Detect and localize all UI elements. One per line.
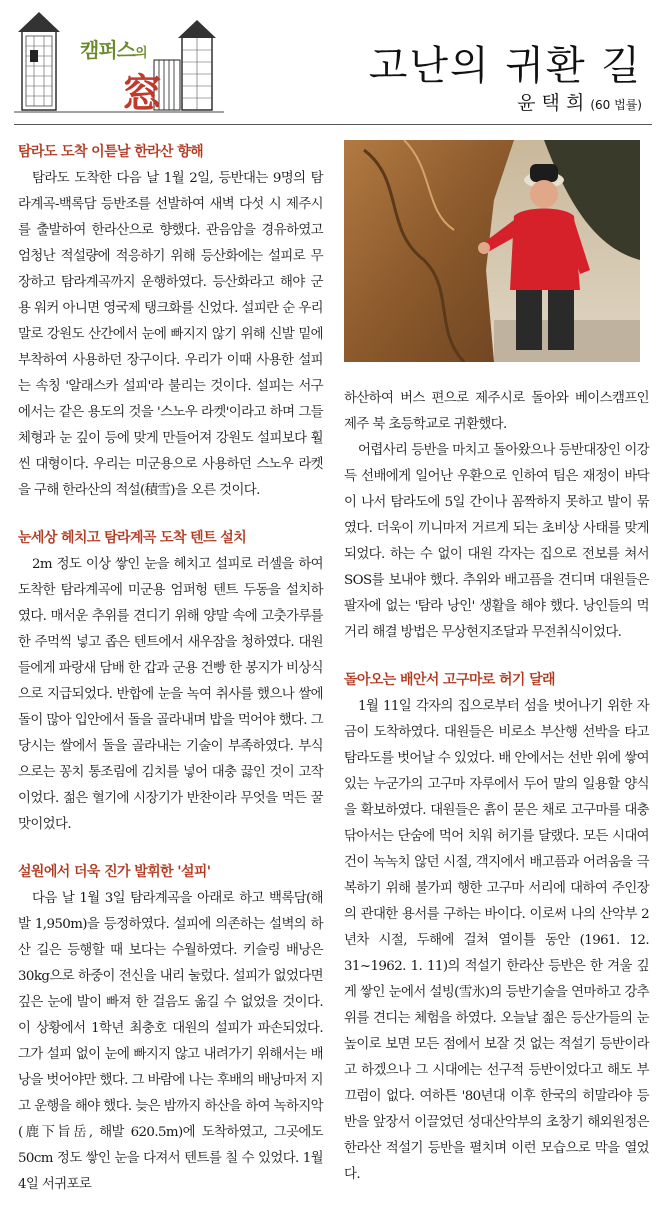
section-2-paragraph: 2m 정도 이상 쌓인 눈을 헤치고 설피로 러셀을 하여 도착한 탐라계곡에 미군용 엄퍼헝 텐트 두동을 설치하였다. 매서운 추위를 견디기 위해 양말 속에 고춧가루를 한 주먹씩 넣고 좁은 텐트에서 새우잠을 청하였다. 대원들에게 파랑새 담배 한 갑과 군용 건빵 한 봉지가 비상식으로 지급되었다. 반합에 눈을 녹여 취사를 했으나 쌀에 돌이 많아 입안에서 돌을 골라내며 밥을 먹어야 했다. 그 당시는 쌀에서 돌을 골라내는 기술이 부족하였다. 부식으로는 꽁치 통조림에 김치를 넣어 대충 끓인 것이 고작이었다. 젊은 혈기에 시장기가 반찬이라 무엇을 먹든 꿀맛이었다. xyxy=(18,557,323,832)
author-name: 윤 택 희 xyxy=(517,92,585,114)
section-heading-2: 눈세상 헤치고 탐라계곡 도착 텐트 설치 xyxy=(18,530,247,546)
logo-word: 캠퍼스의 xyxy=(80,38,147,62)
section-1-paragraph: 탐라도 도착한 다음 날 1월 2일, 등반대는 9명의 탐라계곡-백록담 등반조를 선발하여 새벽 다섯 시 제주시를 출발하여 한라산으로 향했다. 관음암을 경유하였고 엄청난 적설량에 적응하기 위해 등산화에는 설피로 무장하고 탐라계곡까지 운행하였다. 등산화라고 해야 군용 워커 아니면 영국제 탱크화를 신었다. 설피란 순 우리말로 강원도 산간에서 눈에 빠지지 않기 위해 신발 밑에 부착하여 사용하던 장구이다. 우리가 이때 사용한 설피는 속칭 '알래스카 설피'라 불리는 것이다. 설피는 서구에서는 같은 용도의 것을 '스노우 라켓'이라고 하며 그들 체형과 눈 깊이 등에 맞게 만들어져 강원도 설피보다 훨씬 대형이다. 우리는 미군용으로 사용하던 스노우 라켓을 구해 한라산의 적설(積雪)을 오른 것이다. xyxy=(18,171,323,498)
right-column xyxy=(344,140,649,1188)
header-divider xyxy=(14,124,652,125)
logo-hanja: 窓 xyxy=(122,70,162,117)
section-heading-4: 돌아오는 배안서 고구마로 허기 달래 xyxy=(344,672,555,688)
author-note: (60 법률) xyxy=(590,98,642,112)
author-byline xyxy=(517,88,642,115)
section-3-paragraph-1-continued: 하산하여 버스 편으로 제주시로 돌아와 베이스캠프인 제주 북 초등학교로 귀환했다. xyxy=(344,391,649,432)
article-title: 고난의 귀환 길 xyxy=(368,43,642,89)
column-logo xyxy=(14,6,224,116)
author-photo xyxy=(344,140,640,362)
section-3-paragraph-2: 어렵사리 등반을 마치고 돌아왔으나 등반대장인 이강득 선배에게 일어난 우환으로 인하여 팀은 재정이 바닥이 나서 탐라도에 5일 간이나 꼼짝하지 못하고 발이 묶였다. 더욱이 끼니마저 거르게 되는 초비상 사태를 맞게 되었다. 하는 수 없이 대원 각자는 집으로 전보를 쳐서 SOS를 보내야 했다. 추위와 배고픔을 견디며 대원들은 팔자에 없는 '탐라 낭인' 생활을 해야 했다. 낭인들의 먹거리 해결 방법은 무상현지조달과 무전취식이었다. xyxy=(344,443,649,640)
section-heading-1: 탐라도 도착 이튿날 한라산 향해 xyxy=(18,144,204,160)
article-header xyxy=(0,0,666,122)
left-column xyxy=(18,140,323,1198)
section-3-paragraph-1: 다음 날 1월 3일 탐라계곡을 아래로 하고 백록담(해발 1,950m)을 등정하였다. 설피에 의존하는 설벽의 하산 길은 등행할 때 보다는 수월하였다. 키슬링 배낭은 30kg으로 하중이 전신을 내리 눌렀다. 설피가 없었다면 깊은 눈에 발이 빠져 한 걸음도 옮길 수 없었을 것이다. 이 상황에서 1학년 최충호 대원의 설피가 파손되었다. 그가 설피 없이 눈에 빠지지 않고 내려가기 위해서는 배낭을 벗어야만 했다. 그 바람에 나는 후배의 배낭마저 지고 운행을 해야 했다. 늦은 밤까지 하산을 하여 녹하지악(鹿下旨岳, 해발 620.5m)에 도착하였고, 그곳에도 50cm 정도 쌓인 눈을 다져서 텐트를 칠 수 있었다. 1월 4일 서귀포로 xyxy=(18,891,323,1192)
section-4-paragraph: 1월 11일 각자의 집으로부터 섬을 벗어나기 위한 자금이 도착하였다. 대원들은 비로소 부산행 선박을 타고 탐라도를 벗어날 수 있었다. 배 안에서는 선반 위에 쌓여 있는 누군가의 고구마 자루에서 두어 말의 일용할 양식을 확보하였다. 대원들은 흙이 묻은 채로 고구마를 대충 닦아서는 단숨에 먹어 치워 허기를 달랬다. 모든 시대여건이 녹녹치 않던 시절, 객지에서 배고픔과 어려움을 극복하기 위해 불가피 행한 고구마 서리에 대하여 주인장의 관대한 용서를 구하는 바이다. 이로써 나의 산악부 2년차 시절, 두해에 걸쳐 열이틀 동안 (1961. 12. 31~1962. 1. 11)의 적설기 한라산 등반은 한 겨울 깊게 쌓인 눈에서 설빙(雪氷)의 등반기술을 연마하고 강추위를 견디는 체험을 하였다. 오늘날 젊은 등산가들의 눈높이로 보면 모든 점에서 보잘 것 없는 적설기 등반이라고 하겠으나 그 시대에는 선구적 등반이었다고 해도 부끄럼이 없다. 여하튼 '80년대 이후 한국의 히말라야 등반을 앞장서 이끌었던 성대산악부의 초창기 해외원정은 한라산 적설기 등반을 펼치며 이런 모습으로 막을 열었다. xyxy=(344,699,649,1182)
section-heading-3: 설원에서 더욱 진가 발휘한 '설피' xyxy=(18,864,211,880)
